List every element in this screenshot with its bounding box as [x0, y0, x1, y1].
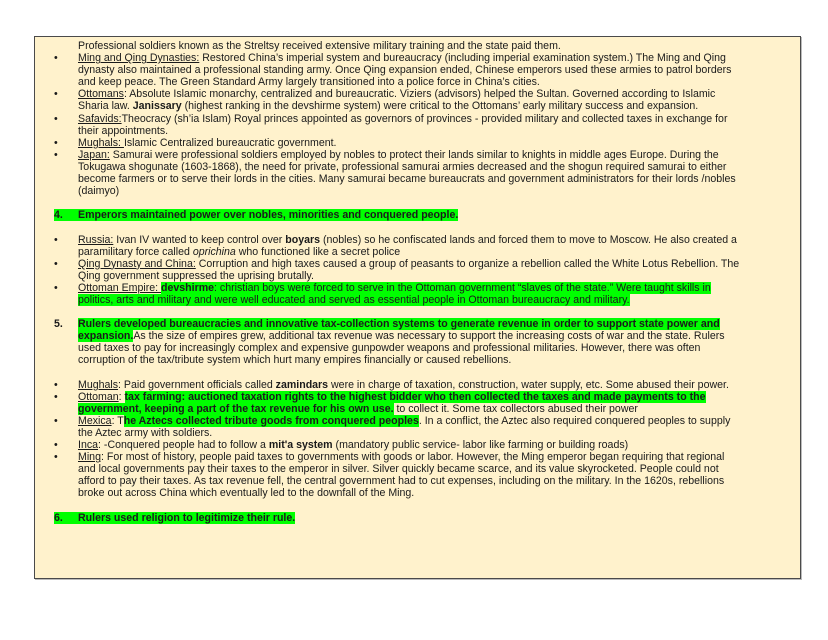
item-label: Inca: [78, 439, 99, 452]
list-item-ming-tax: • Ming: For most of history, people paid taxes to governments with goods or labor. However, the Ming emperor began requiring that regional and local governments pay their taxes to the emperor in silver. Silver quickly became scarce, and its value skyrocketed. People could not afford to pay their taxes. As tax revenue fell, the central government had to cut expenses, including on the military. In the 1620s, rebellions broke out across China which eventually led to the downfall of the Ming.: [54, 451, 725, 500]
item-label: Mughals:: [78, 136, 124, 149]
bullet-icon: •: [54, 451, 58, 464]
item-label: Ming and Qing Dynasties:: [78, 52, 200, 65]
heading-text: Emperors maintained power over nobles, minorities and conquered people.: [54, 209, 458, 221]
item-label: Ming: [78, 451, 101, 464]
list-item-ottomans: • Ottomans: Absolute Islamic monarchy, centralized and bureaucratic. Viziers (advisors) helped the Sultan. Governed according to Islamic Sharia law. Janissary (highest ranking in the devshirme system) were critical to the Ottomans’ early military success and expansion.: [54, 88, 716, 113]
item-label: Mexica: [78, 414, 112, 427]
bullet-icon: •: [54, 233, 58, 246]
list-item-mughals-tax: • Mughals: Paid government officials called zamindars were in charge of taxation, construction, water supply, etc. Some abused their power.: [54, 378, 729, 391]
bullet-icon: •: [54, 88, 58, 101]
term-mita-system: mit'a system: [268, 439, 333, 452]
bullet-icon: •: [54, 414, 58, 427]
heading-text: Rulers used religion to legitimize their rule.: [54, 512, 295, 524]
bullet-icon: •: [54, 257, 58, 270]
term-boyars: boyars: [285, 233, 321, 246]
item-label: Ottomans: [78, 88, 124, 101]
list-item-ming-qing: • Ming and Qing Dynasties: Restored China’s imperial system and bureaucracy (including imperial examination system.) The Ming and Qing dynasty also maintained a professional standing army. Once Qing expansion ended, Chinese emperors used these armies to patrol borders and keep peace. The Green Standard Army largely transitioned into a police force in China’s cities.: [54, 52, 732, 89]
section-number: 4.: [54, 209, 63, 222]
term-oprichina: oprichina: [192, 245, 236, 258]
document-content: [44, 40, 794, 524]
item-label: Russia:: [78, 233, 114, 246]
bullet-icon: •: [54, 148, 58, 161]
section-4-heading: [44, 209, 794, 221]
intro-line: Professional soldiers known as the Streltsy received extensive military training and the state paid them.: [78, 40, 561, 52]
section-number: 6.: [54, 511, 63, 524]
section-number: 5.: [54, 318, 63, 331]
list-item-ottoman-empire: • Ottoman Empire: devshirme: christian boys were forced to serve in the Ottoman government “slaves of the state.” Were taught skills in politics, arts and military and were well educated and served as essential people in Ottoman bureaucracy and military.: [54, 281, 711, 306]
heading-text: Rulers developed bureaucracies and innovative tax-collection systems to generate revenue in order to support state power and: [78, 318, 720, 331]
list-item-qing: • Qing Dynasty and China: Corruption and high taxes caused a group of peasants to organize a rebellion called the White Lotus Rebellion. The Qing government suppressed the uprising brutally.: [54, 257, 740, 282]
bullet-icon: •: [54, 136, 58, 149]
item-label: Mughals: [78, 378, 119, 391]
bullet-icon: •: [54, 281, 58, 294]
item-label: Ottoman Empire:: [78, 281, 162, 294]
list-item-japan: • Japan: Samurai were professional soldiers employed by nobles to protect their lands similar to knights in middle ages Europe. During the Tokugawa shogunate (1603-1868), the need for private, professional samurai armies decreased and the shogun required samurai to either become farmers or to serve their lords in the cities. Many samurai became bureaucrats and government administrators for their lords /nobles (daimyo): [54, 148, 736, 198]
list-item-ottoman-tax: • Ottoman: tax farming: auctioned taxation rights to the highest bidder who then collected the taxes and made payments to the government, keeping a part of the tax revenue for his own use. to collect it. Some tax collectors abused their power: [54, 390, 706, 415]
list-item-safavids: • Safavids:Theocracy (sh’ia Islam) Royal princes appointed as governors of provinces - provided military and collected taxes in exchange for their appointments.: [54, 112, 728, 137]
bullet-icon: •: [54, 378, 58, 391]
item-label: Japan:: [78, 148, 110, 161]
bullet-icon: •: [54, 112, 58, 125]
list-item-inca: • Inca: -Conquered people had to follow a mit'a system (mandatory public service- labor like farming or building roads): [54, 439, 629, 452]
term-zamindars: zamindars: [275, 378, 329, 391]
list-item-mughals: • Mughals: Islamic Centralized bureaucratic government.: [54, 136, 337, 149]
section-6-heading: [44, 512, 794, 524]
list-item-russia: • Russia: Ivan IV wanted to keep control over boyars (nobles) so he confiscated lands and forced them to move to Moscow. He also created a paramilitary force called oprichina who functioned like a secret police: [54, 233, 737, 258]
item-label: Safavids:: [78, 112, 122, 125]
list-item-mexica: • Mexica: The Aztecs collected tribute goods from conquered peoples. In a conflict, the Aztec also required conquered peoples to supply the Aztec army with soldiers.: [54, 414, 731, 439]
item-label: Qing Dynasty and China:: [78, 257, 196, 270]
bullet-icon: •: [54, 52, 58, 65]
bullet-icon: •: [54, 390, 58, 403]
bullet-icon: •: [54, 439, 58, 452]
term-janissary: Janissary: [132, 100, 182, 113]
section-5-heading: [44, 318, 794, 330]
term-devshirme: devshirme: [161, 281, 215, 294]
item-label: Ottoman: [78, 390, 119, 403]
section-5-body: expansion.As the size of empires grew, additional tax revenue was necessary to support the increasing costs of war and the state. Rulers used taxes to pay for increasingly complex and expensive gunpowder weapons and professional militaries. However, there was often corruption of the tax/tribute system which hurt many empires financially or caused rebellions.: [78, 330, 725, 367]
